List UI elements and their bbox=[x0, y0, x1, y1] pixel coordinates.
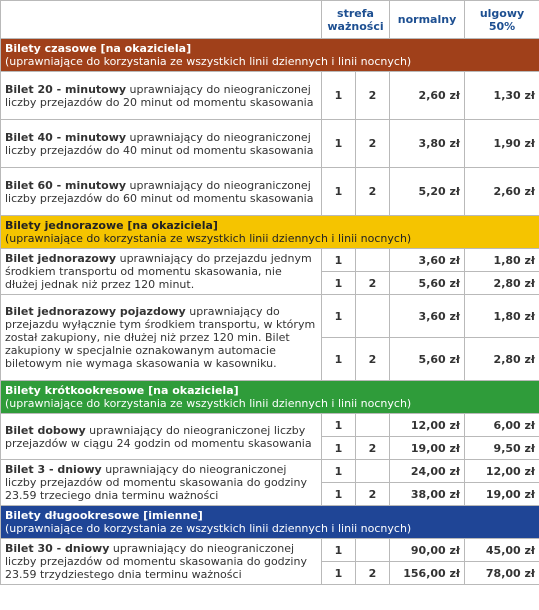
table-row bbox=[1, 249, 539, 272]
ticket-text: uprawniający do nieograniczonej liczby przejazdów do 40 minut od momentu skasowania bbox=[5, 130, 314, 157]
header-normal: normalny bbox=[390, 1, 465, 39]
zone-2 bbox=[356, 249, 390, 272]
ticket-name: Bilet dobowy bbox=[5, 423, 86, 437]
ticket-description bbox=[1, 168, 322, 216]
price-normal: 12,00 zł bbox=[390, 414, 465, 437]
price-reduced: 19,00 zł bbox=[465, 483, 539, 506]
section-subtitle: (uprawniające do korzystania ze wszystkich linii dziennych i linii nocnych) bbox=[5, 397, 412, 410]
ticket-name: Bilet 40 - minutowy bbox=[5, 130, 127, 144]
ticket-text: uprawniający do nieograniczonej liczby przejazdów do 20 minut od momentu skasowania bbox=[5, 82, 314, 109]
price-normal: 5,60 zł bbox=[390, 338, 465, 381]
section-title: Bilety czasowe [na okaziciela] bbox=[5, 42, 192, 55]
header-row bbox=[1, 1, 539, 39]
zone-1: 1 bbox=[322, 72, 356, 120]
zone-2: 2 bbox=[356, 437, 390, 460]
header-blank bbox=[1, 1, 322, 39]
section-header-short-term bbox=[1, 381, 539, 414]
header-zone: strefa ważności bbox=[322, 1, 390, 39]
price-reduced: 45,00 zł bbox=[465, 539, 539, 562]
price-reduced: 6,00 zł bbox=[465, 414, 539, 437]
ticket-name: Bilet jednorazowy bbox=[5, 252, 117, 265]
zone-1: 1 bbox=[322, 338, 356, 381]
section-subtitle: (uprawniające do korzystania ze wszystkich linii dziennych i linii nocnych) bbox=[5, 232, 412, 245]
section-header-time bbox=[1, 39, 539, 72]
table-row bbox=[1, 539, 539, 562]
price-normal: 3,60 zł bbox=[390, 295, 465, 338]
ticket-description bbox=[1, 460, 322, 506]
section-subtitle: (uprawniające do korzystania ze wszystkich linii dziennych i linii nocnych) bbox=[5, 522, 412, 535]
zone-2: 2 bbox=[356, 272, 390, 295]
zone-2: 2 bbox=[356, 72, 390, 120]
zone-2: 2 bbox=[356, 120, 390, 168]
ticket-description bbox=[1, 120, 322, 168]
ticket-description bbox=[1, 539, 322, 585]
zone-2 bbox=[356, 460, 390, 483]
price-reduced: 9,50 zł bbox=[465, 437, 539, 460]
ticket-name: Bilet 60 - minutowy bbox=[5, 178, 127, 192]
price-reduced: 12,00 zł bbox=[465, 460, 539, 483]
price-reduced: 1,80 zł bbox=[465, 295, 539, 338]
price-normal: 90,00 zł bbox=[390, 539, 465, 562]
table-row bbox=[1, 414, 539, 437]
zone-2: 2 bbox=[356, 338, 390, 381]
price-normal: 19,00 zł bbox=[390, 437, 465, 460]
price-normal: 5,60 zł bbox=[390, 272, 465, 295]
ticket-description bbox=[1, 249, 322, 295]
section-subtitle: (uprawniające do korzystania ze wszystkich linii dziennych i linii nocnych) bbox=[5, 55, 412, 68]
zone-1: 1 bbox=[322, 460, 356, 483]
price-reduced: 1,30 zł bbox=[465, 72, 539, 120]
zone-2: 2 bbox=[356, 562, 390, 585]
ticket-name: Bilet jednorazowy pojazdowy bbox=[5, 305, 186, 318]
price-normal: 5,20 zł bbox=[390, 168, 465, 216]
ticket-text: uprawniający do przejazdu wyłącznie tym środkiem transportu, w którym został zakupiony, nie dłużej niż przez 120 min. Bilet zakupiony w specjalnie oznakowanym automacie biletowym nie wymaga skasowania w kasowniku. bbox=[5, 305, 316, 370]
table-row bbox=[1, 168, 539, 216]
zone-2 bbox=[356, 295, 390, 338]
price-reduced: 2,80 zł bbox=[465, 338, 539, 381]
zone-1: 1 bbox=[322, 249, 356, 272]
header-reduced: ulgowy 50% bbox=[465, 1, 539, 39]
section-title: Bilety krótkookresowe [na okaziciela] bbox=[5, 384, 239, 397]
price-reduced: 2,60 zł bbox=[465, 168, 539, 216]
table-row bbox=[1, 120, 539, 168]
section-title: Bilety długookresowe [imienne] bbox=[5, 509, 203, 522]
section-header-long-term bbox=[1, 506, 539, 539]
price-reduced: 1,90 zł bbox=[465, 120, 539, 168]
ticket-description bbox=[1, 72, 322, 120]
ticket-name: Bilet 3 - dniowy bbox=[5, 463, 102, 476]
price-reduced: 78,00 zł bbox=[465, 562, 539, 585]
price-normal: 3,60 zł bbox=[390, 249, 465, 272]
zone-1: 1 bbox=[322, 168, 356, 216]
ticket-text: uprawniający do przejazdu jednym środkiem transportu od momentu skasowania, nie dłużej jednak niż przez 120 minut. bbox=[5, 252, 312, 291]
zone-1: 1 bbox=[322, 562, 356, 585]
price-normal: 2,60 zł bbox=[390, 72, 465, 120]
price-normal: 3,80 zł bbox=[390, 120, 465, 168]
table-row bbox=[1, 295, 539, 338]
zone-1: 1 bbox=[322, 414, 356, 437]
ticket-name: Bilet 30 - dniowy bbox=[5, 542, 110, 555]
price-normal: 24,00 zł bbox=[390, 460, 465, 483]
zone-1: 1 bbox=[322, 437, 356, 460]
zone-1: 1 bbox=[322, 120, 356, 168]
ticket-text: uprawniający do nieograniczonej liczby przejazdów do 60 minut od momentu skasowania bbox=[5, 178, 314, 205]
ticket-description bbox=[1, 414, 322, 460]
ticket-description bbox=[1, 295, 322, 381]
zone-1: 1 bbox=[322, 295, 356, 338]
ticket-text: uprawniający do nieograniczonej liczby przejazdów w ciągu 24 godzin od momentu skasowania bbox=[5, 423, 312, 450]
zone-2 bbox=[356, 414, 390, 437]
price-reduced: 2,80 zł bbox=[465, 272, 539, 295]
ticket-name: Bilet 20 - minutowy bbox=[5, 82, 127, 96]
zone-2 bbox=[356, 539, 390, 562]
section-title: Bilety jednorazowe [na okaziciela] bbox=[5, 219, 218, 232]
table-row bbox=[1, 460, 539, 483]
ticket-text: uprawniający do nieograniczonej liczby przejazdów od momentu skasowania do godziny 23.59 trzeciego dnia terminu ważności bbox=[5, 463, 307, 502]
zone-1: 1 bbox=[322, 272, 356, 295]
zone-1: 1 bbox=[322, 483, 356, 506]
price-normal: 38,00 zł bbox=[390, 483, 465, 506]
ticket-text: uprawniający do nieograniczonej liczby przejazdów od momentu skasowania do godziny 23.59 trzydziestego dnia terminu ważności bbox=[5, 542, 307, 581]
price-normal: 156,00 zł bbox=[390, 562, 465, 585]
zone-2: 2 bbox=[356, 483, 390, 506]
table-row bbox=[1, 72, 539, 120]
section-header-single bbox=[1, 216, 539, 249]
zone-1: 1 bbox=[322, 539, 356, 562]
price-reduced: 1,80 zł bbox=[465, 249, 539, 272]
zone-2: 2 bbox=[356, 168, 390, 216]
